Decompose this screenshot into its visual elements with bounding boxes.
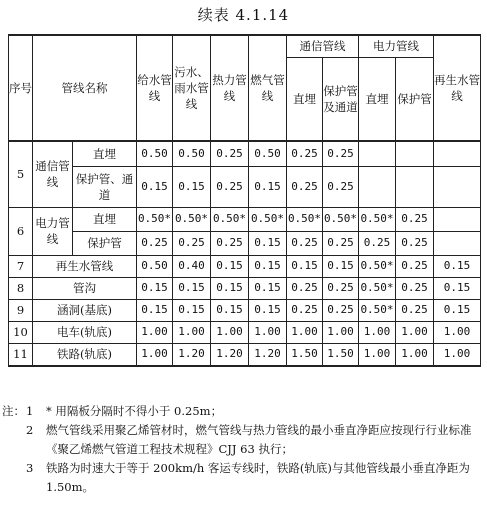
row-group: 电力管线	[33, 207, 73, 255]
cell: 0.50	[137, 141, 173, 166]
row-name: 电车(轨底)	[33, 321, 137, 343]
cell: 1.20	[249, 343, 287, 366]
header-comm-protect: 保护管及通道	[323, 57, 359, 141]
cell: 1.00	[287, 321, 323, 343]
cell: 0.15	[249, 231, 287, 255]
row-no: 5	[9, 141, 33, 207]
table-row	[9, 277, 481, 299]
row-no: 8	[9, 277, 33, 299]
row-sub: 保护管	[73, 231, 137, 255]
cell: 0.15	[434, 255, 481, 277]
row-no: 9	[9, 299, 33, 321]
table-row	[9, 166, 481, 207]
cell: 0.15	[173, 299, 211, 321]
note-item	[2, 402, 478, 421]
cell: 0.50*	[359, 207, 396, 231]
header-power-direct: 直埋	[359, 57, 396, 141]
cell: 0.40	[173, 255, 211, 277]
cell: 0.25	[323, 141, 359, 166]
cell: 0.15	[211, 299, 249, 321]
cell: 1.00	[359, 343, 396, 366]
cell: 0.25	[287, 277, 323, 299]
cell: 1.20	[173, 343, 211, 366]
header-seq: 序号	[9, 35, 33, 141]
cell: 0.25	[287, 141, 323, 166]
cell: 1.00	[249, 321, 287, 343]
cell: 0.25	[287, 166, 323, 207]
cell: 0.25	[396, 255, 434, 277]
cell: 0.25	[396, 277, 434, 299]
header-power-protect: 保护管	[396, 57, 434, 141]
header-name: 管线名称	[33, 35, 137, 141]
cell: 1.20	[211, 343, 249, 366]
row-group: 通信管线	[33, 141, 73, 207]
cell: 1.00	[434, 343, 481, 366]
table-row	[9, 141, 481, 166]
cell: 0.15	[323, 255, 359, 277]
cell	[434, 207, 481, 231]
cell	[434, 141, 481, 166]
row-name: 再生水管线	[33, 255, 137, 277]
cell: 0.50	[249, 141, 287, 166]
note-text: 铁路为时速大于等于 200km/h 客运专线时，铁路(轨底)与其他管线最小垂直净距为 1.50m。	[46, 461, 470, 494]
row-sub: 直埋	[73, 207, 137, 231]
cell: 0.50	[137, 255, 173, 277]
cell: 0.15	[137, 299, 173, 321]
row-no: 6	[9, 207, 33, 255]
note-item	[18, 421, 478, 459]
cell: 1.00	[396, 343, 434, 366]
note-text: * 用隔板分隔时不得小于 0.25m；	[46, 404, 223, 418]
cell	[434, 166, 481, 207]
cell: 0.25	[396, 207, 434, 231]
cell: 0.25	[323, 299, 359, 321]
row-no: 10	[9, 321, 33, 343]
table-row	[9, 255, 481, 277]
cell: 0.50*	[173, 207, 211, 231]
cell: 1.00	[211, 321, 249, 343]
note-number: 2	[26, 423, 34, 437]
clearance-table	[8, 34, 481, 367]
cell: 0.15	[287, 255, 323, 277]
cell: 1.50	[287, 343, 323, 366]
cell	[359, 166, 396, 207]
cell: 0.15	[249, 277, 287, 299]
note-number: 1	[26, 404, 34, 418]
table-title: 续表 4.1.14	[197, 6, 290, 24]
header-comm-direct: 直埋	[287, 57, 323, 141]
cell	[396, 141, 434, 166]
header-heat: 热力管线	[211, 35, 249, 141]
note-number: 3	[26, 461, 34, 475]
cell: 0.25	[173, 231, 211, 255]
table-row	[9, 207, 481, 231]
note-text: 燃气管线采用聚乙烯管材时，燃气管线与热力管线的最小垂直净距应按现行行业标准《聚乙烯燃气管道工程技术规程》CJJ 63 执行；	[46, 423, 472, 456]
cell	[434, 231, 481, 255]
cell: 0.25	[287, 231, 323, 255]
row-sub: 保护管、通道	[73, 166, 137, 207]
cell: 0.50*	[359, 299, 396, 321]
cell: 0.25	[137, 231, 173, 255]
cell: 0.15	[211, 277, 249, 299]
header-sewage: 污水、雨水管线	[173, 35, 211, 141]
cell: 0.15	[137, 277, 173, 299]
cell: 0.25	[323, 277, 359, 299]
cell: 0.25	[211, 166, 249, 207]
notes-label: 注：	[2, 404, 25, 418]
cell: 0.15	[137, 166, 173, 207]
note-item	[18, 459, 478, 497]
cell: 0.50*	[137, 207, 173, 231]
cell: 1.00	[137, 343, 173, 366]
header-comm-group: 通信管线	[287, 35, 359, 57]
table-row	[9, 321, 481, 343]
header-row	[9, 35, 481, 57]
cell: 0.25	[396, 231, 434, 255]
cell: 0.15	[434, 277, 481, 299]
cell: 0.15	[434, 299, 481, 321]
cell: 0.50	[173, 141, 211, 166]
row-no: 7	[9, 255, 33, 277]
row-name: 涵洞(基底)	[33, 299, 137, 321]
table-row	[9, 299, 481, 321]
cell: 0.25	[323, 166, 359, 207]
cell: 1.00	[359, 321, 396, 343]
row-name: 铁路(轨底)	[33, 343, 137, 366]
row-no: 11	[9, 343, 33, 366]
cell: 0.15	[173, 166, 211, 207]
row-sub: 直埋	[73, 141, 137, 166]
cell: 0.15	[249, 255, 287, 277]
cell: 1.00	[396, 321, 434, 343]
cell	[396, 166, 434, 207]
cell: 1.00	[323, 321, 359, 343]
header-reclaim: 再生水管线	[434, 35, 481, 141]
table-row	[9, 231, 481, 255]
cell: 0.50*	[359, 255, 396, 277]
cell: 1.00	[173, 321, 211, 343]
notes	[2, 402, 478, 497]
header-water: 给水管线	[137, 35, 173, 141]
header-gas: 燃气管线	[249, 35, 287, 141]
cell: 0.50*	[211, 207, 249, 231]
cell: 0.25	[287, 299, 323, 321]
cell: 1.00	[434, 321, 481, 343]
cell: 0.50*	[359, 277, 396, 299]
cell: 0.50*	[323, 207, 359, 231]
cell: 1.50	[323, 343, 359, 366]
row-name: 管沟	[33, 277, 137, 299]
cell: 0.25	[323, 231, 359, 255]
cell	[359, 141, 396, 166]
header-power-group: 电力管线	[359, 35, 434, 57]
cell: 0.50*	[287, 207, 323, 231]
cell: 1.00	[137, 321, 173, 343]
cell: 0.50*	[249, 207, 287, 231]
cell: 0.25	[211, 141, 249, 166]
cell: 0.15	[173, 277, 211, 299]
cell: 0.25	[396, 299, 434, 321]
cell: 0.15	[211, 255, 249, 277]
cell: 0.15	[249, 166, 287, 207]
cell: 0.15	[249, 299, 287, 321]
cell: 0.25	[211, 231, 249, 255]
table-row	[9, 343, 481, 366]
cell: 0.25	[359, 231, 396, 255]
